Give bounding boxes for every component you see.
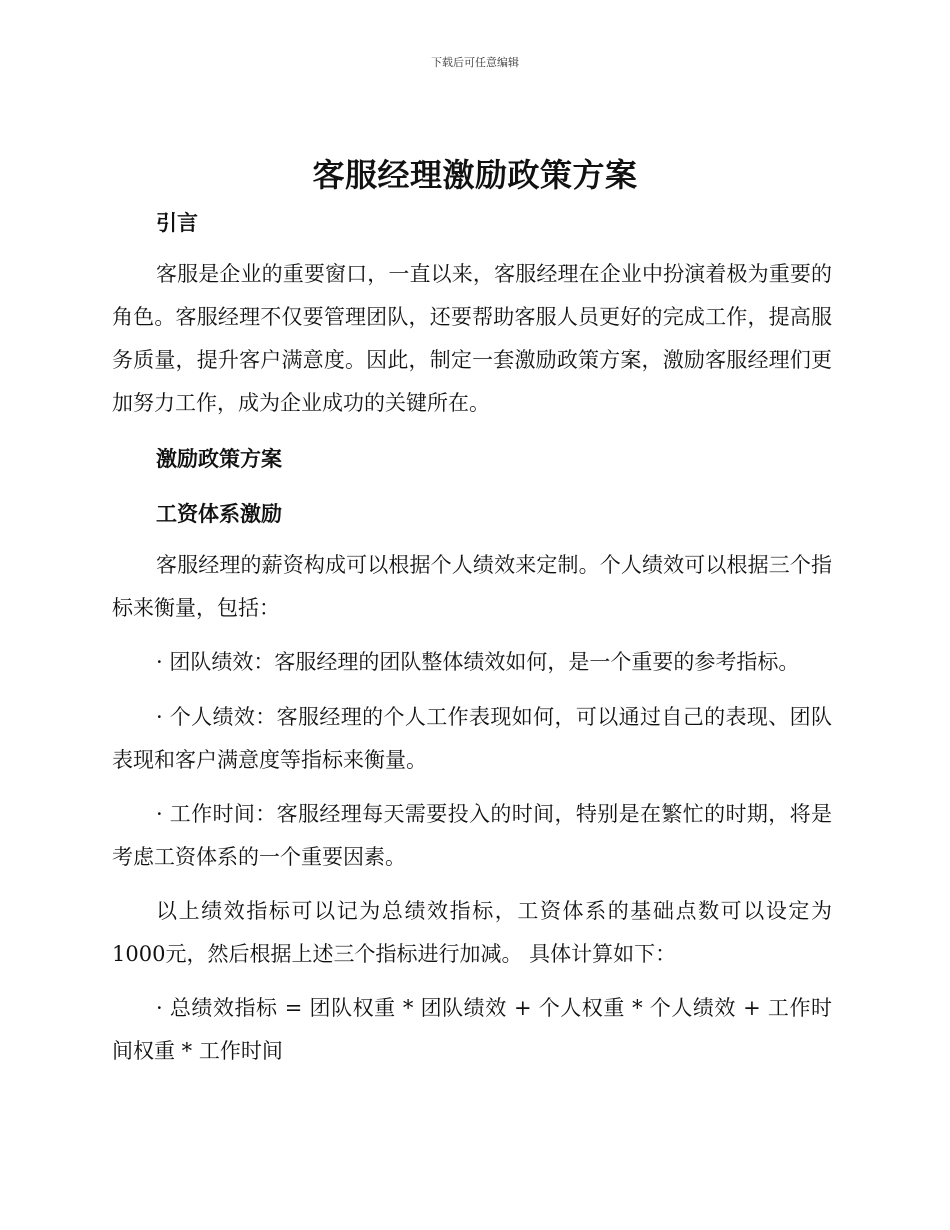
bullet-formula: · 总绩效指标 = 团队权重 * 团队绩效 + 个人权重 * 个人绩效 + 工作时间权重 * 工作时间 [112,996,832,1063]
paragraph-calculation-summary: 以上绩效指标可以记为总绩效指标，工资体系的基础点数可以设定为1000元，然后根据上述三个指标进行加减。 具体计算如下： [112,899,832,966]
heading-introduction: 引言 [156,211,198,235]
bullet-personal-performance: · 个人绩效：客服经理的个人工作表现如何，可以通过自己的表现、团队表现和客户满意度等指标来衡量。 [112,705,832,772]
heading-salary-incentive: 工资体系激励 [156,502,282,526]
page-header-note: 下载后可任意编辑 [431,56,519,69]
bullet-working-hours: · 工作时间：客服经理每天需要投入的时间，特别是在繁忙的时期，将是考虑工资体系的一个重要因素。 [112,802,832,869]
paragraph-salary-structure: 客服经理的薪资构成可以根据个人绩效来定制。个人绩效可以根据三个指标来衡量，包括： [112,553,832,620]
heading-incentive-policy: 激励政策方案 [156,447,282,471]
bullet-team-performance: · 团队绩效：客服经理的团队整体绩效如何，是一个重要的参考指标。 [156,650,800,674]
paragraph-introduction: 客服是企业的重要窗口，一直以来，客服经理在企业中扮演着极为重要的角色。客服经理不仅要管理团队，还要帮助客服人员更好的完成工作，提高服务质量，提升客户满意度。因此，制定一套激励政策方案，激励客服经理们更加努力工作，成为企业成功的关键所在。 [112,262,832,415]
document-title: 客服经理激励政策方案 [312,156,638,194]
